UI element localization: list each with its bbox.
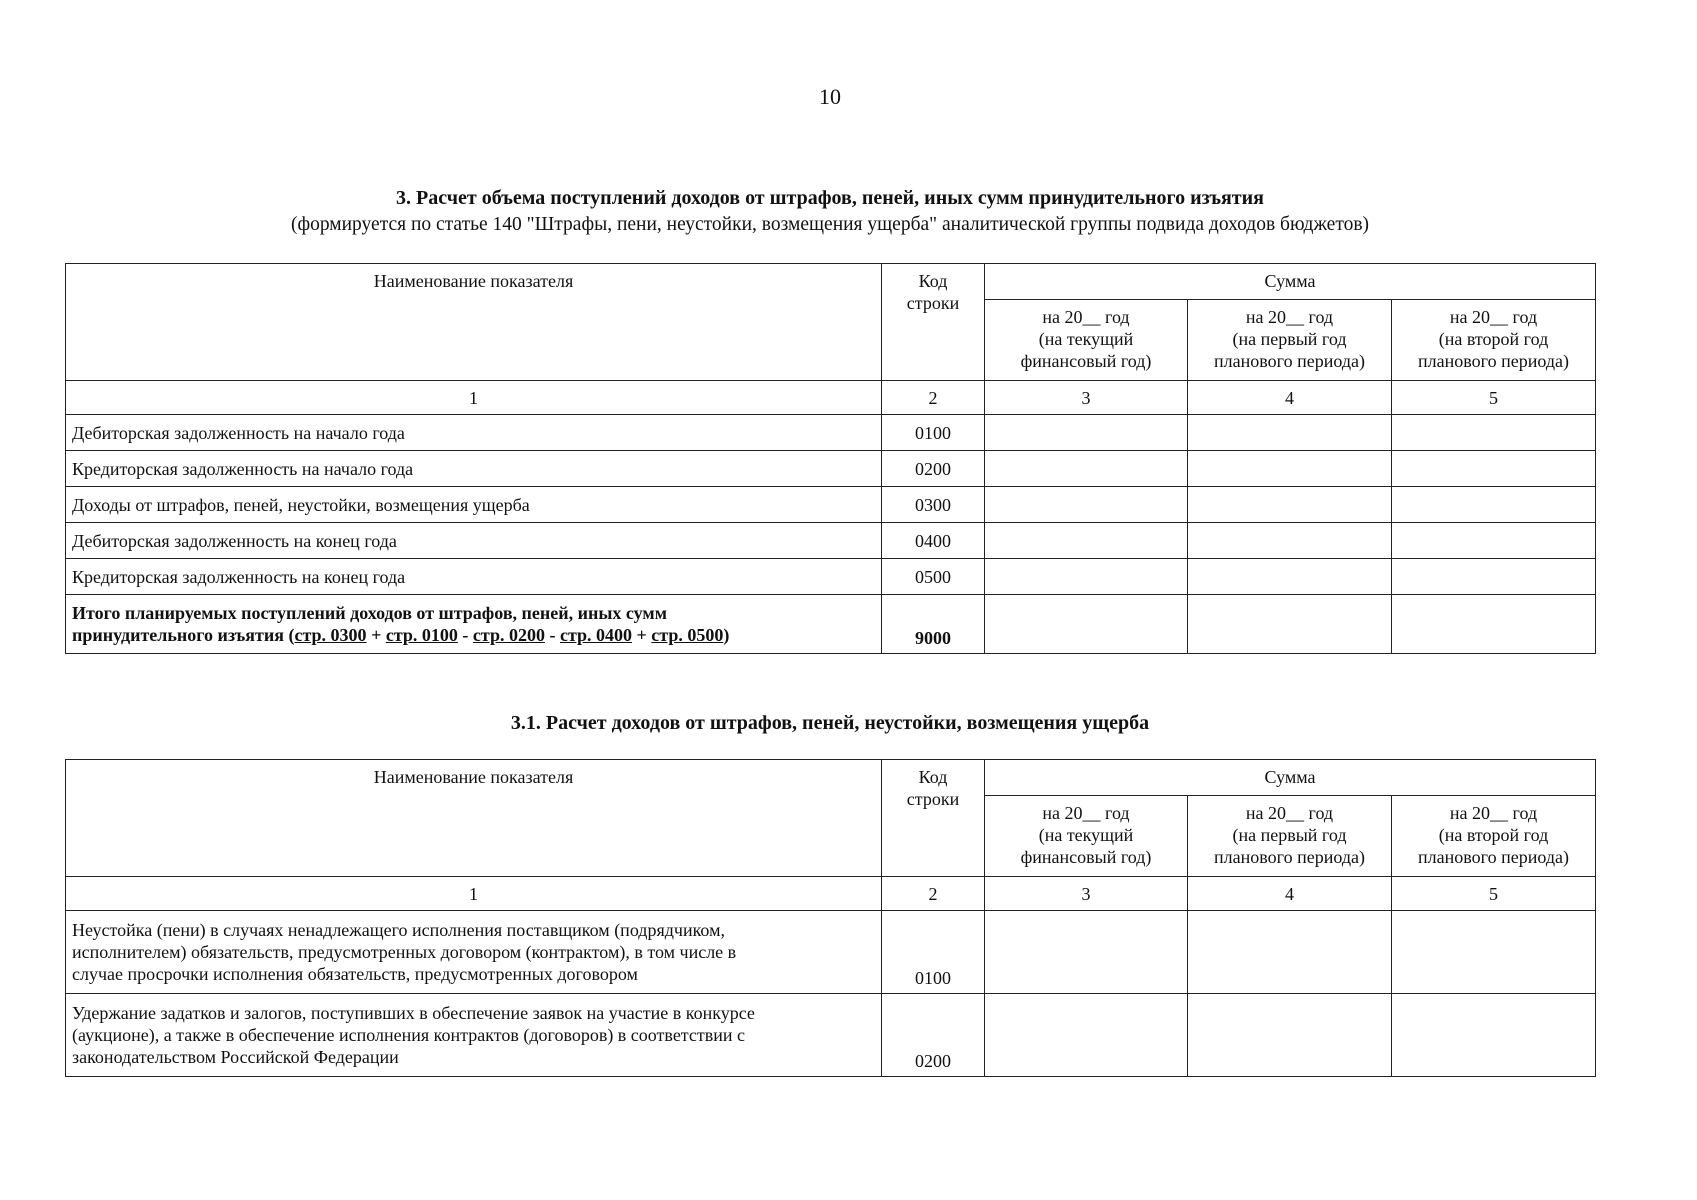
- table-row: [66, 523, 1596, 559]
- header-name: Наименование показателя: [66, 264, 882, 381]
- value-cell[interactable]: [985, 487, 1188, 523]
- header-name: Наименование показателя: [66, 760, 882, 877]
- total-row-name: Итого планируемых поступлений доходов от штрафов, пеней, иных сумм принудительного изъятия (стр. 0300 + стр. 0100 - стр. 0200 - стр. 0400 + стр. 0500): [66, 595, 882, 654]
- value-cell[interactable]: [985, 415, 1188, 451]
- row-code: 0200: [882, 451, 985, 487]
- value-cell[interactable]: [1392, 487, 1596, 523]
- value-cell[interactable]: [1188, 451, 1392, 487]
- header-sum: Сумма: [985, 760, 1596, 796]
- column-number: 5: [1392, 877, 1596, 911]
- header-sum: Сумма: [985, 264, 1596, 300]
- value-cell[interactable]: [985, 559, 1188, 595]
- column-number-row: [66, 877, 1596, 911]
- ref-line: стр. 0200: [472, 625, 545, 645]
- column-number-row: [66, 381, 1596, 415]
- column-number: 4: [1188, 877, 1392, 911]
- row-code: 0400: [882, 523, 985, 559]
- page-number: 10: [819, 84, 841, 109]
- row-name: Удержание задатков и залогов, поступивших в обеспечение заявок на участие в конкурсе (аукционе), а также в обеспечение исполнения контрактов (договоров) в соответствии с законодательством Российской Федерации: [66, 994, 882, 1077]
- column-number: 1: [66, 877, 882, 911]
- table-row: [66, 559, 1596, 595]
- column-number: 5: [1392, 381, 1596, 415]
- value-cell[interactable]: [1188, 523, 1392, 559]
- table-row: [66, 451, 1596, 487]
- value-cell[interactable]: [1392, 415, 1596, 451]
- value-cell[interactable]: [1188, 911, 1392, 994]
- ref-line: стр. 0500: [651, 625, 724, 645]
- row-name: Дебиторская задолженность на конец года: [66, 523, 882, 559]
- row-name: Кредиторская задолженность на начало года: [66, 451, 882, 487]
- header-code: Код строки: [882, 264, 985, 381]
- header-col-3: на 20__ год (на текущий финансовый год): [985, 300, 1188, 381]
- header-col-5: на 20__ год (на второй год планового периода): [1392, 300, 1596, 381]
- value-cell[interactable]: [1392, 595, 1596, 654]
- value-cell[interactable]: [1188, 994, 1392, 1077]
- section-3-table: [65, 263, 1596, 654]
- value-cell[interactable]: [1188, 559, 1392, 595]
- row-name: Дебиторская задолженность на начало года: [66, 415, 882, 451]
- column-number: 2: [882, 381, 985, 415]
- value-cell[interactable]: [1392, 523, 1596, 559]
- total-row: [66, 595, 1596, 654]
- ref-line: стр. 0100: [385, 625, 458, 645]
- value-cell[interactable]: [1392, 911, 1596, 994]
- table-row: [66, 415, 1596, 451]
- row-name: Неустойка (пени) в случаях ненадлежащего исполнения поставщиком (подрядчиком, исполнителем) обязательств, предусмотренных договором (контрактом), в том числе в случае просрочки исполнения обязательств, предусмотренных договором: [66, 911, 882, 994]
- table-row: [66, 911, 1596, 994]
- row-name: Доходы от штрафов, пеней, неустойки, возмещения ущерба: [66, 487, 882, 523]
- column-number: 3: [985, 381, 1188, 415]
- value-cell[interactable]: [1188, 415, 1392, 451]
- row-code: 0500: [882, 559, 985, 595]
- header-col-3: на 20__ год (на текущий финансовый год): [985, 796, 1188, 877]
- column-number: 1: [66, 381, 882, 415]
- ref-line: стр. 0300: [294, 625, 367, 645]
- total-row-code: 9000: [882, 595, 985, 654]
- value-cell[interactable]: [985, 523, 1188, 559]
- row-code: 0200: [882, 994, 985, 1077]
- header-col-4: на 20__ год (на первый год планового периода): [1188, 300, 1392, 381]
- header-code: Код строки: [882, 760, 985, 877]
- row-code: 0100: [882, 911, 985, 994]
- section-3-1-table: [65, 759, 1596, 1077]
- value-cell[interactable]: [1392, 559, 1596, 595]
- value-cell[interactable]: [1392, 451, 1596, 487]
- table-row: [66, 994, 1596, 1077]
- column-number: 3: [985, 877, 1188, 911]
- column-number: 4: [1188, 381, 1392, 415]
- value-cell[interactable]: [1392, 994, 1596, 1077]
- header-row-1: [66, 760, 1596, 796]
- header-col-4: на 20__ год (на первый год планового периода): [1188, 796, 1392, 877]
- value-cell[interactable]: [1188, 595, 1392, 654]
- value-cell[interactable]: [985, 595, 1188, 654]
- section-3-subtitle: (формируется по статье 140 "Штрафы, пени, неустойки, возмещения ущерба" аналитической группы подвида доходов бюджетов): [290, 214, 1370, 235]
- ref-line: стр. 0400: [559, 625, 633, 645]
- row-code: 0300: [882, 487, 985, 523]
- value-cell[interactable]: [985, 911, 1188, 994]
- section-3-title: 3. Расчет объема поступлений доходов от штрафов, пеней, иных сумм принудительного изъятия: [396, 187, 1264, 209]
- table-row: [66, 487, 1596, 523]
- value-cell[interactable]: [985, 994, 1188, 1077]
- section-3-1-title: 3.1. Расчет доходов от штрафов, пеней, неустойки, возмещения ущерба: [510, 712, 1150, 734]
- column-number: 2: [882, 877, 985, 911]
- value-cell[interactable]: [985, 451, 1188, 487]
- value-cell[interactable]: [1188, 487, 1392, 523]
- row-name: Кредиторская задолженность на конец года: [66, 559, 882, 595]
- row-code: 0100: [882, 415, 985, 451]
- header-col-5: на 20__ год (на второй год планового периода): [1392, 796, 1596, 877]
- header-row-1: [66, 264, 1596, 300]
